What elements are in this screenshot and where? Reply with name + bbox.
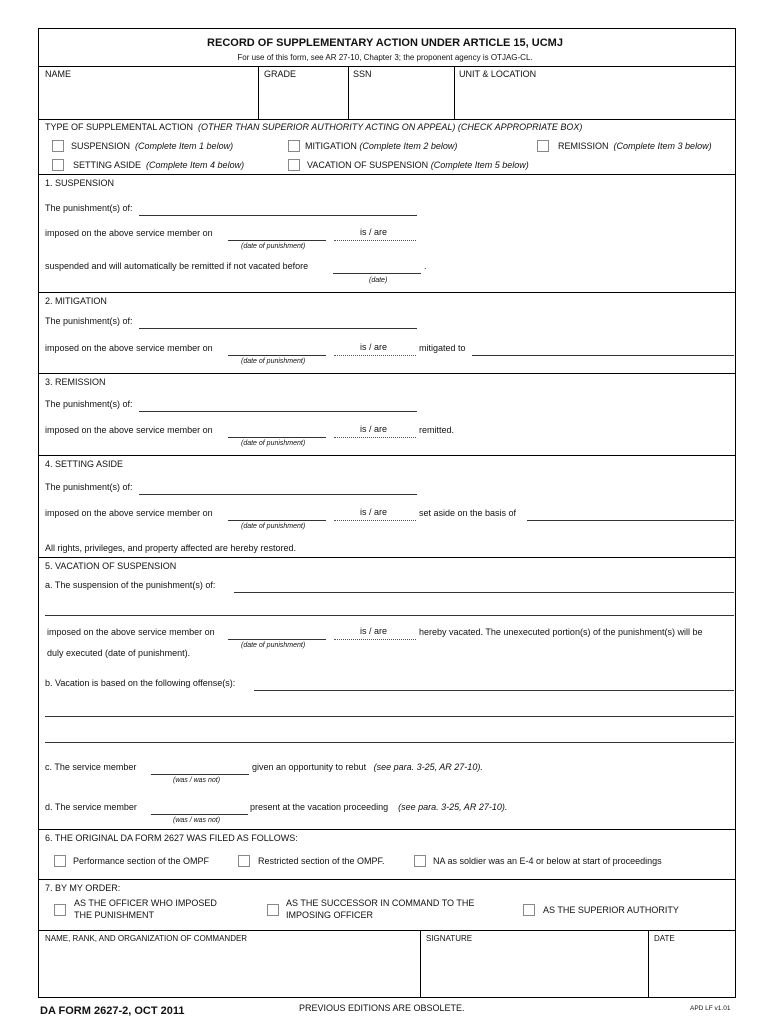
s1-punishments-label: The punishment(s) of:: [45, 203, 133, 213]
officer-imposed-checkbox[interactable]: [54, 904, 66, 916]
unit-location-input[interactable]: [456, 80, 734, 118]
s4-basis-input[interactable]: [527, 520, 734, 521]
commander-label: NAME, RANK, AND ORGANIZATION OF COMMANDER: [45, 934, 248, 943]
suspension-option: SUSPENSION (Complete Item 1 below): [71, 141, 234, 151]
s5c-caption: (was / was not): [173, 777, 221, 784]
s5d-label: d. The service member: [45, 802, 137, 812]
s4-date-input[interactable]: [228, 520, 326, 521]
obsolete-notice: PREVIOUS EDITIONS ARE OBSOLETE.: [299, 1003, 465, 1013]
name-label: NAME: [45, 69, 72, 79]
s5-imposed-label: imposed on the above service member on: [47, 627, 215, 637]
suspension-checkbox[interactable]: [52, 140, 64, 152]
s3-imposed-label: imposed on the above service member on: [45, 425, 213, 435]
successor-label-2: IMPOSING OFFICER: [286, 910, 374, 920]
ompf-performance-label: Performance section of the OMPF: [73, 856, 210, 866]
grade-input[interactable]: [260, 80, 346, 118]
ompf-restricted-label: Restricted section of the OMPF.: [258, 856, 385, 866]
s2-date-caption: (date of punishment): [241, 358, 306, 365]
mitigation-section-title: 2. MITIGATION: [45, 296, 107, 306]
s5d-caption: (was / was not): [173, 817, 221, 824]
remission-option: REMISSION (Complete Item 3 below): [558, 141, 712, 151]
form-subtitle: For use of this form, see AR 27-10, Chapter 3; the proponent agency is OTJAG-CL.: [237, 53, 533, 62]
s5a-label: a. The suspension of the punishment(s) of:: [45, 580, 216, 590]
s5-duly-text: duly executed (date of punishment).: [47, 648, 191, 658]
order-section-title: 7. BY MY ORDER:: [45, 883, 121, 893]
s2-is-are-line: [334, 355, 416, 356]
form-title: RECORD OF SUPPLEMENTARY ACTION UNDER ARTICLE 15, UCMJ: [207, 37, 563, 49]
s5a-input[interactable]: [234, 592, 734, 593]
s4-imposed-label: imposed on the above service member on: [45, 508, 213, 518]
vacation-section-title: 5. VACATION OF SUSPENSION: [45, 561, 177, 571]
s1-suspended-label: suspended and will automatically be remitted if not vacated before: [45, 261, 309, 271]
s1-remit-date-input[interactable]: [333, 273, 421, 274]
s3-remitted-label: remitted.: [419, 425, 455, 435]
s5d-text: present at the vacation proceeding (see para. 3-25, AR 27-10).: [250, 802, 508, 812]
s1-imposed-label: imposed on the above service member on: [45, 228, 213, 238]
remission-checkbox[interactable]: [537, 140, 549, 152]
s3-is-are-line: [334, 437, 416, 438]
s5b-label: b. Vacation is based on the following offense(s):: [45, 678, 236, 688]
suspension-section-title: 1. SUSPENSION: [45, 178, 115, 188]
s1-is-are-line: [334, 240, 416, 241]
s5b-input-line3[interactable]: [45, 742, 734, 743]
s2-punishments-input[interactable]: [139, 328, 417, 329]
s5-date-input[interactable]: [228, 639, 326, 640]
filed-section-title: 6. THE ORIGINAL DA FORM 2627 WAS FILED AS FOLLOWS:: [45, 833, 298, 843]
s4-basis-label: set aside on the basis of: [419, 508, 517, 518]
s5c-label: c. The service member: [45, 762, 137, 772]
s5c-input[interactable]: [151, 774, 249, 775]
s5-vacated-text: hereby vacated. The unexecuted portion(s) of the punishment(s) will be: [419, 627, 703, 637]
s5d-input[interactable]: [151, 814, 248, 815]
s2-mitigated-input[interactable]: [472, 355, 734, 356]
s5-is-are-line: [334, 639, 416, 640]
setting-aside-option: SETTING ASIDE (Complete Item 4 below): [73, 160, 245, 170]
ssn-label: SSN: [353, 69, 372, 79]
s5c-text: given an opportunity to rebut (see para. 3-25, AR 27-10).: [252, 762, 483, 772]
officer-imposed-label-2: THE PUNISHMENT: [74, 910, 155, 920]
ssn-input[interactable]: [350, 80, 452, 118]
s4-punishments-input[interactable]: [139, 494, 417, 495]
s1-remit-date-caption: (date): [369, 277, 388, 284]
s1-period: .: [424, 261, 427, 271]
s4-restored-text: All rights, privileges, and property affected are hereby restored.: [45, 543, 296, 553]
superior-authority-checkbox[interactable]: [523, 904, 535, 916]
setting-aside-section-title: 4. SETTING ASIDE: [45, 459, 124, 469]
s4-date-caption: (date of punishment): [241, 523, 306, 530]
s5-date-caption: (date of punishment): [241, 642, 306, 649]
successor-checkbox[interactable]: [267, 904, 279, 916]
vacation-option: VACATION OF SUSPENSION (Complete Item 5 below): [307, 160, 529, 170]
s3-punishments-label: The punishment(s) of:: [45, 399, 133, 409]
s5b-input-line2[interactable]: [45, 716, 734, 717]
s2-mitigated-label: mitigated to: [419, 343, 466, 353]
ompf-restricted-checkbox[interactable]: [238, 855, 250, 867]
s5a-input-line2[interactable]: [45, 615, 734, 616]
s2-date-input[interactable]: [228, 355, 326, 356]
s2-punishments-label: The punishment(s) of:: [45, 316, 133, 326]
grade-label: GRADE: [264, 69, 297, 79]
s5b-input[interactable]: [254, 690, 734, 691]
s1-punishments-input[interactable]: [139, 215, 417, 216]
s5-is-are: is / are: [360, 626, 388, 636]
date-input[interactable]: [650, 946, 734, 996]
setting-aside-checkbox[interactable]: [52, 159, 64, 171]
officer-imposed-label-1: AS THE OFFICER WHO IMPOSED: [74, 898, 217, 908]
s4-is-are-line: [334, 520, 416, 521]
vacation-checkbox[interactable]: [288, 159, 300, 171]
ompf-performance-checkbox[interactable]: [54, 855, 66, 867]
signature-input[interactable]: [422, 946, 646, 996]
signature-label: SIGNATURE: [426, 934, 473, 943]
s2-is-are: is / are: [360, 342, 388, 352]
s3-punishments-input[interactable]: [139, 411, 417, 412]
s4-punishments-label: The punishment(s) of:: [45, 482, 133, 492]
s4-is-are: is / are: [360, 507, 388, 517]
s1-is-are: is / are: [360, 227, 388, 237]
s3-date-caption: (date of punishment): [241, 440, 306, 447]
s2-imposed-label: imposed on the above service member on: [45, 343, 213, 353]
na-e4-checkbox[interactable]: [414, 855, 426, 867]
remission-section-title: 3. REMISSION: [45, 377, 106, 387]
s1-date-caption: (date of punishment): [241, 243, 306, 250]
type-label: TYPE OF SUPPLEMENTAL ACTION (OTHER THAN SUPERIOR AUTHORITY ACTING ON APPEAL) (CHECK APPROPRIATE BOX): [45, 122, 583, 132]
superior-authority-label: AS THE SUPERIOR AUTHORITY: [543, 905, 679, 915]
name-input[interactable]: [40, 80, 256, 118]
s3-date-input[interactable]: [228, 437, 326, 438]
version-label: APD LF v1.01: [690, 1005, 731, 1012]
form-number: DA FORM 2627-2, OCT 2011: [40, 1005, 185, 1017]
na-e4-label: NA as soldier was an E-4 or below at start of proceedings: [433, 856, 662, 866]
mitigation-checkbox[interactable]: [288, 140, 300, 152]
successor-label-1: AS THE SUCCESSOR IN COMMAND TO THE: [286, 898, 475, 908]
commander-input[interactable]: [40, 946, 418, 996]
s1-date-input[interactable]: [228, 240, 326, 241]
mitigation-option: MITIGATION (Complete Item 2 below): [305, 141, 458, 151]
date-label: DATE: [654, 934, 675, 943]
unit-location-label: UNIT & LOCATION: [459, 69, 537, 79]
s3-is-are: is / are: [360, 424, 388, 434]
